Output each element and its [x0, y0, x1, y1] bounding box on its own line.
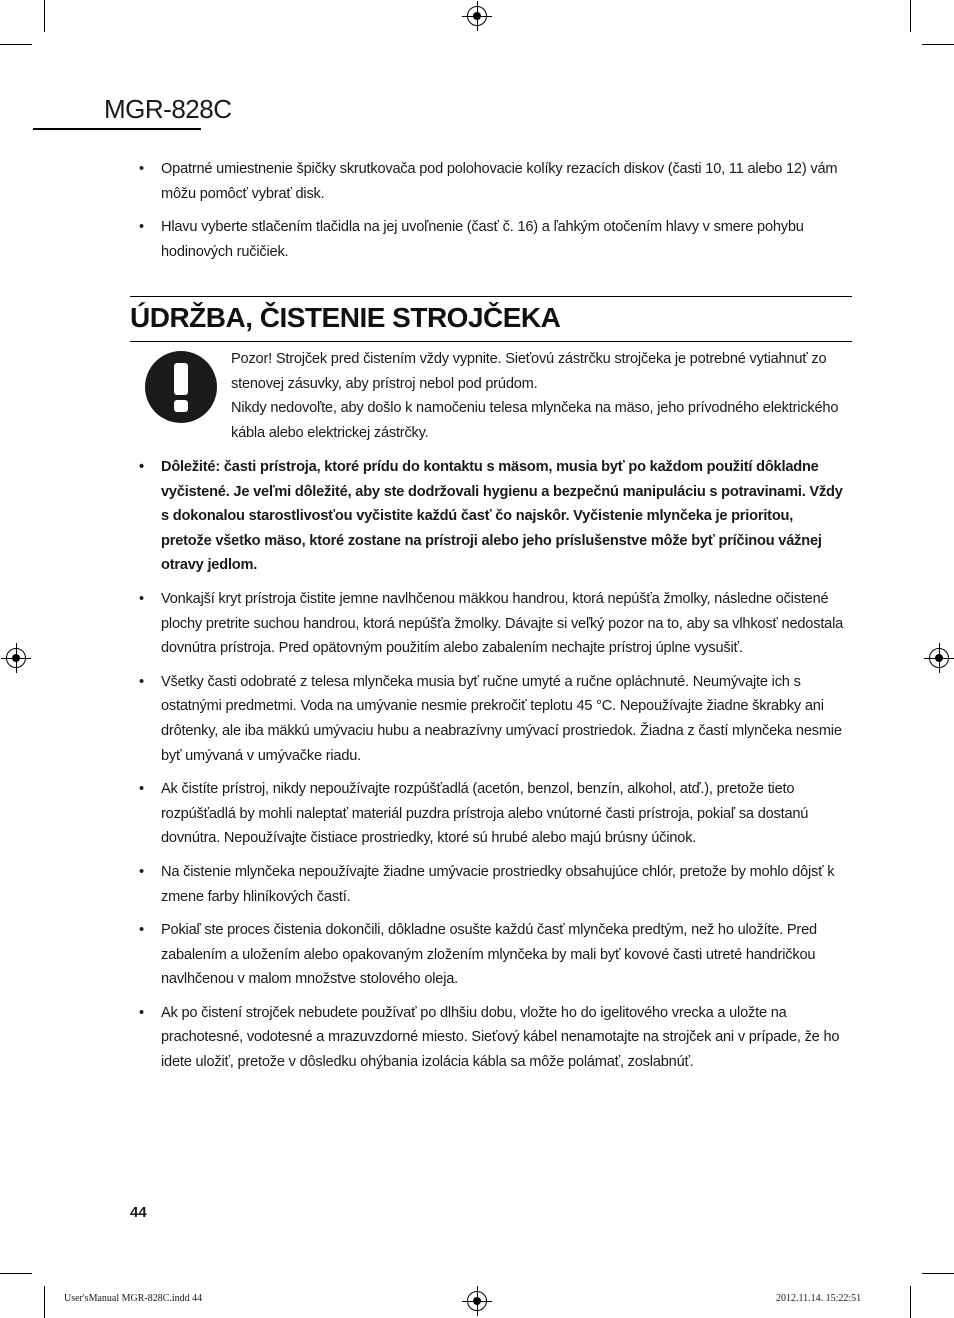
list-item: • Ak čistíte prístroj, nikdy nepoužívajte rozpúšťadlá (acetón, benzol, benzín, alkohol, atď.), pretože tieto rozpúšťadlá by mohli naleptať materiál puzdra prístroja alebo vnútorné časti prístroja, pokiaľ sa dostanú dovnútra. Nepoužívajte čistiace prostriedky, ktoré sú hrubé alebo majú brúsny účinok.	[139, 781, 809, 847]
section-title: ÚDRŽBA, ČISTENIE STROJČEKA	[130, 302, 561, 333]
model-title: MGR-828C	[104, 94, 232, 124]
print-slug-file: User'sManual MGR-828C.indd 44	[64, 1293, 203, 1304]
section-rule-bottom	[130, 341, 852, 342]
intro-list	[130, 157, 846, 273]
maintenance-list	[130, 455, 846, 1084]
list-item: • Na čistenie mlynčeka nepoužívajte žiadne umývacie prostriedky obsahujúce chlór, pretože by mohlo dôjsť k zmene farby hliníkových častí.	[139, 863, 835, 905]
list-item: • Opatrné umiestnenie špičky skrutkovača pod polohovacie kolíky rezacích diskov (časti 10, 11 alebo 12) vám môžu pomôcť vybrať disk.	[139, 161, 838, 202]
crop-mark	[0, 1273, 32, 1274]
list-item: • Všetky časti odobraté z telesa mlynčeka musia byť ručne umyté a ručne opláchnuté. Neumývajte ich s ostatnými predmetmi. Voda na umývanie nesmie prekročiť teplotu 45 °C. Nepoužívajte žiadne škrabky ani drôtenky, ale iba mäkkú umývaciu hubu a neabrazívny umývací prostriedok. Žiadna z častí mlynčeka nesmie byť umývaná v umývačke riadu.	[139, 673, 842, 764]
list-item: • Pokiaľ ste proces čistenia dokončili, dôkladne osušte každú časť mlynčeka predtým, než ho uložíte. Pred zabalením a uložením alebo opakovaným zložením mlynčeka by mali byť kovové časti utreté handričkou navlhčenou v malom množstve stolového oleja.	[139, 922, 817, 988]
registration-mark-icon	[467, 1291, 487, 1311]
crop-mark	[922, 1273, 954, 1274]
crop-mark	[910, 0, 911, 32]
section-rule-top	[130, 296, 852, 297]
list-item-important: • Dôležité: časti prístroja, ktoré prídu do kontaktu s mäsom, musia byť po každom použití dôkladne vyčistené. Je veľmi dôležité, aby ste dodržovali hygienu a bezpečnú manipuláciu s potravinami. Vždy s dokonalou starostlivosťou vyčistite každú časť čo najskôr. Vyčistenie mlynčeka je prioritou, pretože všetko mäso, ktoré zostane na prístroji alebo jeho príslušenstve môže byť príčinou vážnej otravy jedlom.	[139, 459, 843, 574]
crop-mark	[0, 44, 32, 45]
crop-mark	[910, 1286, 911, 1318]
warning-line: Pozor! Strojček pred čistením vždy vypnite. Sieťovú zástrčku strojčeka je potrebné vytiahnuť zo stenovej zásuvky, aby prístroj nebol pod prúdom.	[231, 351, 827, 392]
list-item: • Hlavu vyberte stlačením tlačidla na jej uvoľnenie (časť č. 16) a ľahkým otočením hlavy v smere pohybu hodinových ručičiek.	[139, 219, 804, 260]
print-slug-date: 2012.11.14. 15:22:51	[776, 1293, 862, 1304]
page-number: 44	[130, 1204, 147, 1221]
header-rule	[33, 128, 201, 130]
registration-mark-icon	[6, 648, 26, 668]
crop-mark	[44, 1286, 45, 1318]
crop-mark	[44, 0, 45, 32]
warning-text	[231, 347, 853, 445]
warning-line: Nikdy nedovoľte, aby došlo k namočeniu telesa mlynčeka na mäso, jeho prívodného elektrického kábla alebo elektrickej zástrčky.	[231, 400, 839, 441]
registration-mark-icon	[929, 648, 949, 668]
list-item: • Ak po čistení strojček nebudete používať po dlhšiu dobu, vložte ho do igelitového vrecka a uložte na prachotesné, vodotesné a mrazuvzdorné miesto. Sieťový kábel nenamotajte na strojček ani v prípade, že ho idete uložiť, pretože v dôsledku ohýbania izolácia kábla sa môže polámať, zoslabnúť.	[139, 1004, 840, 1071]
registration-mark-icon	[467, 6, 487, 26]
exclamation-icon	[145, 351, 217, 423]
list-item: • Vonkajší kryt prístroja čistite jemne navlhčenou mäkkou handrou, ktorá nepúšťa žmolky, následne očistené plochy pretrite suchou handrou, ktorá nepúšťa žmolky. Dávajte si veľký pozor na to, aby sa vlhkosť nedostala dovnútra prístroja. Pred opätovným použitím alebo zabalením nechajte prístroj úplne vysušiť.	[139, 590, 844, 657]
crop-mark	[922, 44, 954, 45]
